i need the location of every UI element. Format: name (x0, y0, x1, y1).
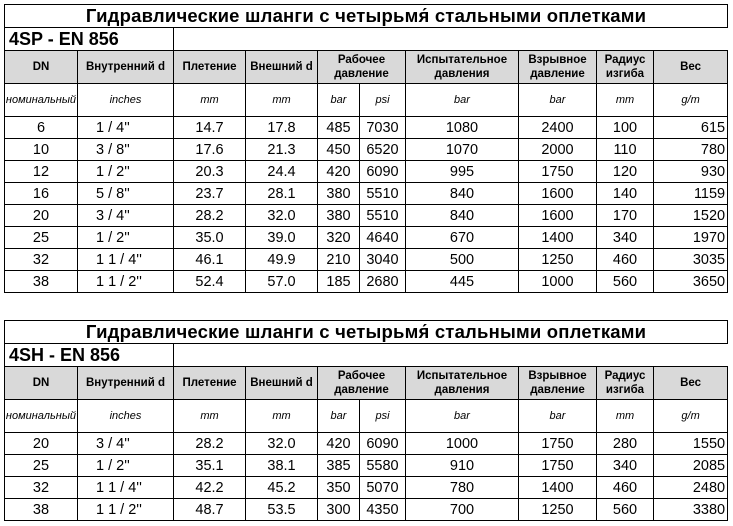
table-cell: 1070 (406, 139, 519, 161)
unit-cell: mm (597, 400, 654, 433)
unit-cell: номинальный (5, 400, 78, 433)
header-working-pressure: Рабочее давление (318, 51, 406, 84)
table-cell: 320 (318, 227, 360, 249)
table-cell: 1080 (406, 117, 519, 139)
table-row (5, 271, 728, 293)
table-cell: 1250 (519, 499, 597, 521)
table-row (5, 161, 728, 183)
table-cell: 1000 (519, 271, 597, 293)
table-cell: 57.0 (246, 271, 318, 293)
table-cell: 7030 (360, 117, 406, 139)
table-cell: 35.0 (174, 227, 246, 249)
table-cell: 45.2 (246, 477, 318, 499)
table-cell: 1750 (519, 161, 597, 183)
table-cell: 48.7 (174, 499, 246, 521)
table-cell: 2085 (654, 455, 728, 477)
header-working-pressure: Рабочее давление (318, 367, 406, 400)
table-cell: 42.2 (174, 477, 246, 499)
unit-cell: mm (597, 84, 654, 117)
table-cell: 1400 (519, 477, 597, 499)
table-cell: 500 (406, 249, 519, 271)
table-cell: 995 (406, 161, 519, 183)
table-title: Гидравлические шланги с четырьмя́ стальными оплетками (5, 321, 728, 344)
table-cell: 1 / 2'' (78, 455, 174, 477)
table-cell: 700 (406, 499, 519, 521)
table-row (5, 477, 728, 499)
table-cell: 280 (597, 433, 654, 455)
table-cell: 14.7 (174, 117, 246, 139)
table-cell: 1 1 / 4'' (78, 249, 174, 271)
table-cell: 53.5 (246, 499, 318, 521)
unit-cell: psi (360, 400, 406, 433)
table-cell: 2680 (360, 271, 406, 293)
unit-cell: bar (406, 84, 519, 117)
table-row (5, 183, 728, 205)
table-cell: 910 (406, 455, 519, 477)
table-cell: 1 / 2'' (78, 227, 174, 249)
table-cell: 1400 (519, 227, 597, 249)
table-cell: 32 (5, 477, 78, 499)
table-cell: 32.0 (246, 433, 318, 455)
table-cell: 20 (5, 433, 78, 455)
table-cell: 380 (318, 205, 360, 227)
table-cell: 1750 (519, 433, 597, 455)
unit-cell: mm (174, 400, 246, 433)
table-cell: 445 (406, 271, 519, 293)
table-cell: 49.9 (246, 249, 318, 271)
unit-cell: inches (78, 84, 174, 117)
table-cell: 450 (318, 139, 360, 161)
table-cell: 6090 (360, 161, 406, 183)
header-burst-pressure: Взрывное давление (519, 51, 597, 84)
spec-table (4, 320, 728, 521)
series-spacer (174, 344, 728, 367)
table-cell: 5510 (360, 183, 406, 205)
header-bend-radius: Радиус изгиба (597, 367, 654, 400)
table-cell: 38 (5, 271, 78, 293)
unit-cell: номинальный (5, 84, 78, 117)
table-cell: 170 (597, 205, 654, 227)
table-cell: 670 (406, 227, 519, 249)
table-cell: 6520 (360, 139, 406, 161)
table-cell: 3650 (654, 271, 728, 293)
table-cell: 340 (597, 455, 654, 477)
table-cell: 380 (318, 183, 360, 205)
header-weight: Вес (654, 51, 728, 84)
header-weight: Вес (654, 367, 728, 400)
table-row (5, 227, 728, 249)
unit-cell: bar (406, 400, 519, 433)
header-braid: Плетение (174, 367, 246, 400)
table-row (5, 205, 728, 227)
table-cell: 38.1 (246, 455, 318, 477)
table-cell: 20 (5, 205, 78, 227)
table-cell: 6090 (360, 433, 406, 455)
header-dn: DN (5, 367, 78, 400)
table-cell: 24.4 (246, 161, 318, 183)
hose-table-4sp (4, 4, 727, 293)
series-spacer (174, 28, 728, 51)
table-cell: 460 (597, 477, 654, 499)
table-cell: 780 (406, 477, 519, 499)
table-cell: 3 / 4'' (78, 433, 174, 455)
table-cell: 385 (318, 455, 360, 477)
table-cell: 210 (318, 249, 360, 271)
table-cell: 2480 (654, 477, 728, 499)
table-cell: 140 (597, 183, 654, 205)
table-row (5, 499, 728, 521)
table-cell: 560 (597, 499, 654, 521)
table-cell: 560 (597, 271, 654, 293)
table-cell: 3 / 4'' (78, 205, 174, 227)
table-cell: 460 (597, 249, 654, 271)
table-cell: 2400 (519, 117, 597, 139)
table-cell: 120 (597, 161, 654, 183)
table-cell: 1520 (654, 205, 728, 227)
table-cell: 39.0 (246, 227, 318, 249)
table-cell: 420 (318, 161, 360, 183)
table-cell: 10 (5, 139, 78, 161)
table-cell: 110 (597, 139, 654, 161)
table-cell: 4640 (360, 227, 406, 249)
unit-cell: inches (78, 400, 174, 433)
hose-table-4sh (4, 320, 727, 521)
table-cell: 485 (318, 117, 360, 139)
unit-cell: mm (174, 84, 246, 117)
table-cell: 32 (5, 249, 78, 271)
table-cell: 16 (5, 183, 78, 205)
table-cell: 5580 (360, 455, 406, 477)
unit-cell: bar (318, 400, 360, 433)
header-test-pressure: Испытательное давления (406, 367, 519, 400)
series-label: 4SP - EN 856 (5, 28, 174, 51)
table-row (5, 455, 728, 477)
table-cell: 28.2 (174, 433, 246, 455)
table-cell: 5 / 8'' (78, 183, 174, 205)
table-cell: 185 (318, 271, 360, 293)
table-cell: 350 (318, 477, 360, 499)
table-cell: 17.6 (174, 139, 246, 161)
table-cell: 840 (406, 183, 519, 205)
table-cell: 3035 (654, 249, 728, 271)
table-row (5, 433, 728, 455)
unit-cell: bar (519, 84, 597, 117)
table-cell: 46.1 (174, 249, 246, 271)
table-cell: 25 (5, 227, 78, 249)
header-burst-pressure: Взрывное давление (519, 367, 597, 400)
header-bend-radius: Радиус изгиба (597, 51, 654, 84)
header-test-pressure: Испытательное давления (406, 51, 519, 84)
header-outer-diameter: Внешний d (246, 51, 318, 84)
table-cell: 1970 (654, 227, 728, 249)
table-title: Гидравлические шланги с четырьмя́ стальными оплетками (5, 5, 728, 28)
table-cell: 1 / 4'' (78, 117, 174, 139)
table-cell: 100 (597, 117, 654, 139)
unit-cell: bar (318, 84, 360, 117)
table-cell: 3380 (654, 499, 728, 521)
table-cell: 930 (654, 161, 728, 183)
table-cell: 1750 (519, 455, 597, 477)
header-inner-diameter: Внутренний d (78, 51, 174, 84)
table-row (5, 249, 728, 271)
table-cell: 52.4 (174, 271, 246, 293)
table-cell: 340 (597, 227, 654, 249)
header-inner-diameter: Внутренний d (78, 367, 174, 400)
table-cell: 32.0 (246, 205, 318, 227)
unit-cell: bar (519, 400, 597, 433)
table-cell: 1000 (406, 433, 519, 455)
table-cell: 35.1 (174, 455, 246, 477)
table-cell: 1250 (519, 249, 597, 271)
table-cell: 2000 (519, 139, 597, 161)
table-cell: 1600 (519, 183, 597, 205)
table-cell: 1550 (654, 433, 728, 455)
table-cell: 6 (5, 117, 78, 139)
unit-cell: psi (360, 84, 406, 117)
unit-cell: g/m (654, 400, 728, 433)
table-cell: 25 (5, 455, 78, 477)
table-cell: 1 1 / 2'' (78, 271, 174, 293)
spec-table (4, 4, 728, 293)
table-cell: 840 (406, 205, 519, 227)
unit-cell: g/m (654, 84, 728, 117)
table-cell: 4350 (360, 499, 406, 521)
table-cell: 5070 (360, 477, 406, 499)
table-cell: 1 / 2'' (78, 161, 174, 183)
table-cell: 1 1 / 4'' (78, 477, 174, 499)
table-cell: 28.1 (246, 183, 318, 205)
table-cell: 5510 (360, 205, 406, 227)
table-cell: 12 (5, 161, 78, 183)
table-cell: 780 (654, 139, 728, 161)
table-cell: 3 / 8'' (78, 139, 174, 161)
header-dn: DN (5, 51, 78, 84)
table-cell: 420 (318, 433, 360, 455)
table-cell: 23.7 (174, 183, 246, 205)
table-cell: 300 (318, 499, 360, 521)
table-cell: 1 1 / 2'' (78, 499, 174, 521)
unit-cell: mm (246, 400, 318, 433)
table-cell: 20.3 (174, 161, 246, 183)
header-outer-diameter: Внешний d (246, 367, 318, 400)
unit-cell: mm (246, 84, 318, 117)
table-cell: 3040 (360, 249, 406, 271)
table-cell: 1600 (519, 205, 597, 227)
table-cell: 17.8 (246, 117, 318, 139)
table-row (5, 117, 728, 139)
header-braid: Плетение (174, 51, 246, 84)
table-cell: 21.3 (246, 139, 318, 161)
table-cell: 38 (5, 499, 78, 521)
table-row (5, 139, 728, 161)
table-cell: 615 (654, 117, 728, 139)
series-label: 4SH - EN 856 (5, 344, 174, 367)
table-cell: 28.2 (174, 205, 246, 227)
table-cell: 1159 (654, 183, 728, 205)
